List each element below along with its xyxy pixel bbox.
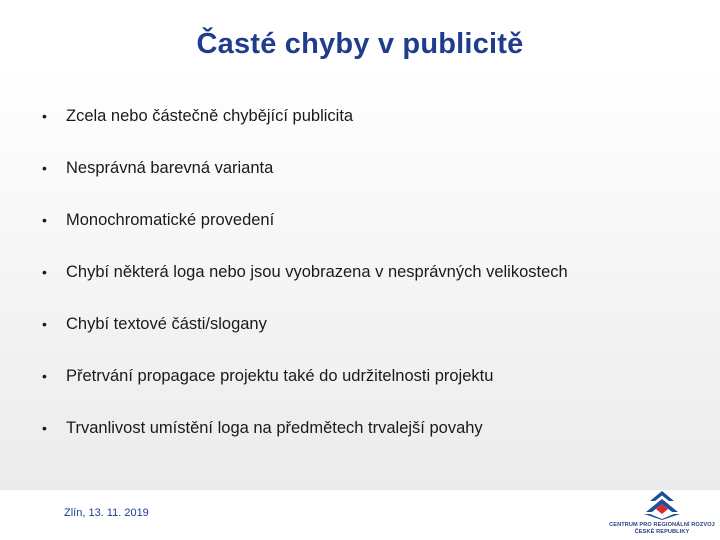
bullet-marker: • (42, 160, 47, 176)
bullet-text: Zcela nebo částečně chybějící publicita (66, 107, 354, 125)
footer-date: Zlín, 13. 11. 2019 (64, 507, 149, 519)
bullet-item (42, 311, 682, 337)
crr-logo-line2: ČESKÉ REPUBLIKY (634, 529, 690, 535)
crr-logo-line1: CENTRUM PRO REGIONÁLNÍ ROZVOJ (609, 522, 715, 528)
bullet-marker: • (42, 212, 47, 228)
bullet-text: Chybí textové části/slogany (66, 315, 267, 333)
bullet-marker: • (42, 264, 47, 280)
bullet-text: Monochromatické provedení (66, 211, 275, 229)
bullet-list (42, 103, 682, 467)
bullet-text: Chybí některá loga nebo jsou vyobrazena v nesprávných velikostech (66, 263, 568, 281)
bullet-item (42, 415, 682, 441)
crr-logo-icon (638, 490, 686, 520)
slide-title: Časté chyby v publicitě (196, 28, 524, 60)
bullet-item (42, 259, 682, 285)
bullet-marker: • (42, 316, 47, 332)
bullet-marker: • (42, 420, 47, 436)
crr-logo (604, 490, 720, 540)
crr-logo-text (604, 522, 720, 536)
bullet-marker: • (42, 108, 47, 124)
bullet-item (42, 207, 682, 233)
bullet-text: Trvanlivost umístění loga na předmětech trvalejší povahy (66, 419, 483, 437)
bullet-item (42, 103, 682, 129)
bullet-item (42, 363, 682, 389)
bullet-text: Přetrvání propagace projektu také do udržitelnosti projektu (66, 367, 494, 385)
bullet-marker: • (42, 368, 47, 384)
bullet-item (42, 155, 682, 181)
bullet-text: Nesprávná barevná varianta (66, 159, 274, 177)
